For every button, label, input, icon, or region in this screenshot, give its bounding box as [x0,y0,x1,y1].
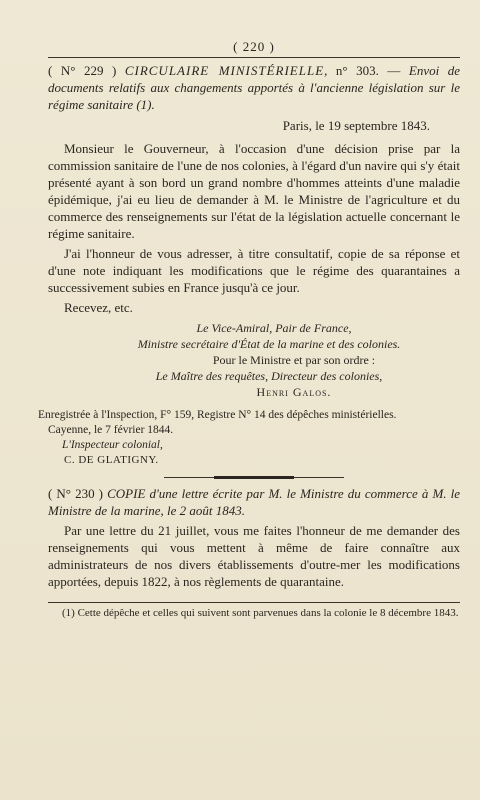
signature-office: Ministre secrétaire d'État de la marine et des colonies. [137,337,401,351]
signature-name: Henri Galos. [256,385,332,399]
registration-block [38,408,460,468]
closing: Recevez, etc. [64,300,133,315]
footnote: (1) Cette dépêche et celles qui suivent sont parvenues dans la colonie le 8 décembre 1843. [62,607,459,619]
circular-heading [48,62,460,113]
copy-heading [48,485,460,519]
footnote-rule [48,602,460,603]
signature-order: Pour le Ministre et par son ordre : [212,353,376,367]
inspector-title: L'Inspecteur colonial, [62,439,163,451]
registration-line: Enregistrée à l'Inspection, F° 159, Registre N° 14 des dépêches ministérielles. [38,409,397,421]
signature-title: Le Vice-Amiral, Pair de France, [196,321,352,335]
page-number: ( 220 ) [233,39,275,54]
signature-director: Le Maître des requêtes, Directeur des colonies, [155,369,383,383]
document-ref: , n° 303. — [324,63,401,78]
paragraph: Par une lettre du 21 juillet, vous me faites l'honneur de me demander des renseignements qui vous mettent à même de faire connaître aux administrateurs de nos divers établissements d'outre-mer les modifications apportées, depuis 1822, à nos règlements de quarantaine. [48,523,460,589]
document-number: ( N° 230 ) [48,486,104,501]
top-rule [48,57,460,58]
signature-block [48,320,460,400]
document-number: ( N° 229 ) [48,63,117,78]
paragraph: Monsieur le Gouverneur, à l'occasion d'une décision prise par la commission sanitaire de l'une de nos colonies, à l'égard d'un navire qui s'y était présenté ayant à son bord un grand nombre d'hommes atteints d'une maladie épidémique, j'ai eu lieu de demander à M. le Ministre de l'agriculture et du commerce des renseignements sur l'état de la législation actuelle concernant le régime sanitaire. [48,141,460,241]
document-subtitle: Envoi de documents relatifs aux changements apportés à l'ancienne législation sur le régime sanitaire (1). [48,63,461,112]
date-line: Paris, le 19 septembre 1843. [282,118,430,133]
paragraph: J'ai l'honneur de vous adresser, à titre consultatif, copie de sa réponse et d'une note indiquant les modifications que le régime des quarantaines a successivement subies en France jusqu'à ce jour. [48,246,460,295]
registration-date: Cayenne, le 7 février 1844. [48,424,174,436]
copy-title: COPIE d'une lettre écrite par M. le Ministre du commerce à M. le Ministre de la marine, le 2 août 1843. [48,486,461,518]
document-title: CIRCULAIRE MINISTÉRIELLE [124,63,325,78]
inspector-name: C. DE GLATIGNY. [64,454,159,466]
page-content [38,38,461,620]
section-divider [164,476,344,479]
